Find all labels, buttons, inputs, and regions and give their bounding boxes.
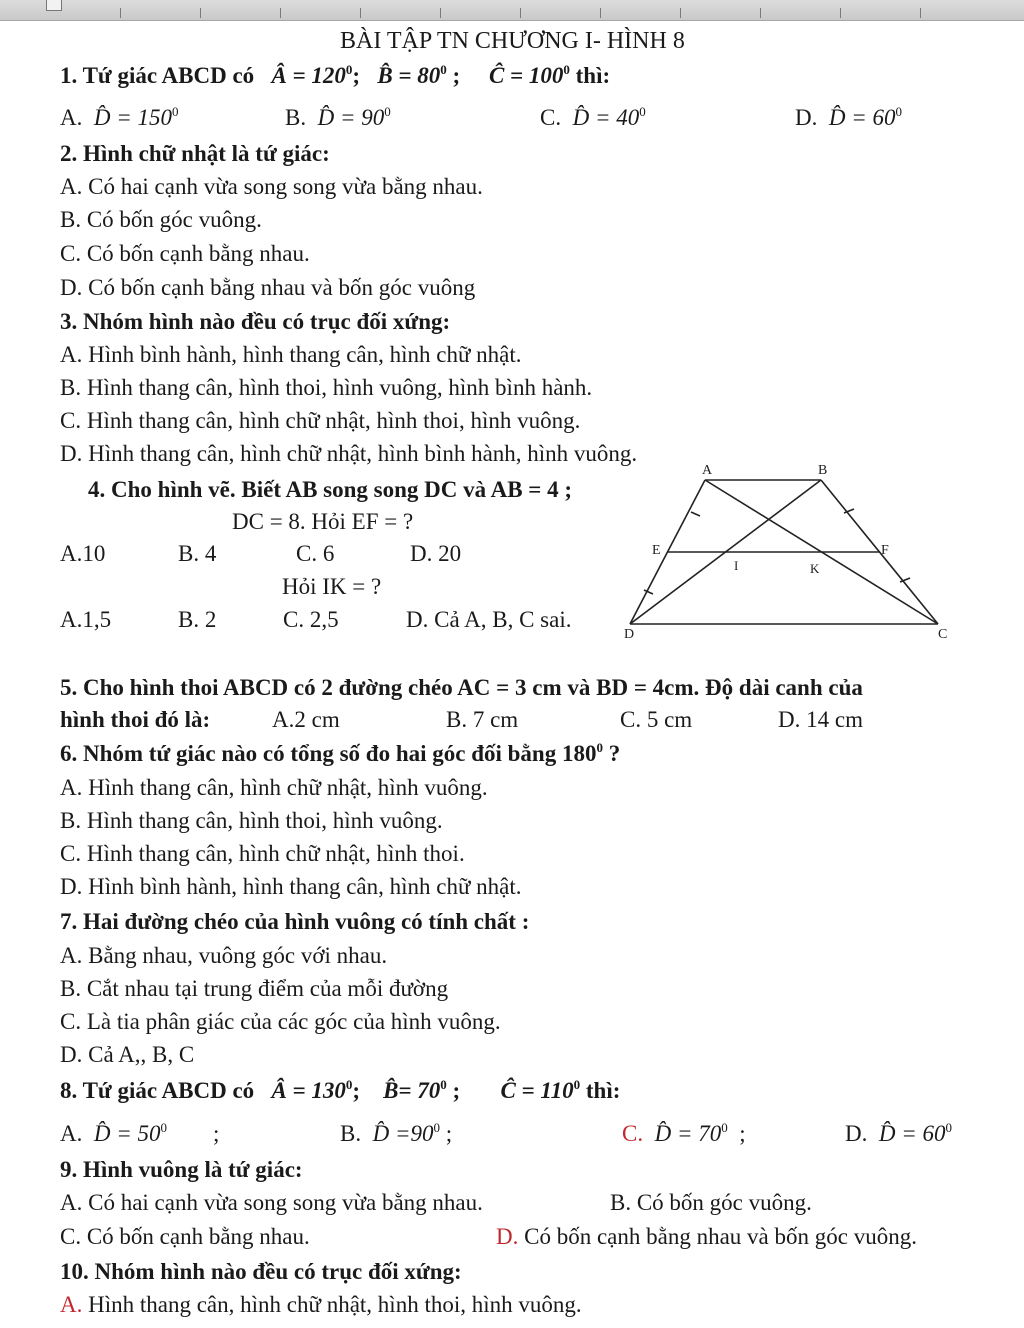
question-6-stem: 6. Nhóm tứ giác nào có tổng số đo hai góc đối bằng $180^0$ ?	[60, 740, 621, 766]
question-2-option-b: B. Có bốn góc vuông.	[60, 207, 262, 232]
ruler-bar	[0, 0, 1024, 21]
question-6-option-b: B. Hình thang cân, hình thoi, hình vuông.	[60, 808, 443, 833]
question-4-option-d2: D. Cả A, B, C sai.	[406, 607, 572, 632]
point-label-k: K	[810, 561, 820, 576]
question-1-option-c: C. D̂ = $40^0$	[540, 104, 646, 130]
question-4-stem-3: Hỏi IK = ?	[282, 574, 382, 599]
question-6-option-a: A. Hình thang cân, hình chữ nhật, hình vuông.	[60, 775, 488, 800]
question-5-option-b: B. 7 cm	[446, 707, 519, 732]
question-8-option-d: D. D̂ = $60^0$	[845, 1120, 953, 1146]
question-9-option-b: B. Có bốn góc vuông.	[610, 1190, 812, 1215]
question-3-option-d: D. Hình thang cân, hình chữ nhật, hình bình hành, hình vuông.	[60, 441, 638, 466]
question-8-option-b: B. D̂ $=90^0$ ;	[340, 1120, 453, 1146]
question-2-option-a: A. Có hai cạnh vừa song song vừa bằng nhau.	[60, 174, 483, 199]
question-4-option-c1: C. 6	[296, 541, 335, 566]
vertex-label-a: A	[702, 463, 713, 478]
question-1-option-b: B. D̂ = $90^0$	[285, 104, 391, 130]
question-5-stem-2: hình thoi đó là:	[60, 707, 211, 732]
point-label-e: E	[652, 543, 661, 558]
question-7-option-b: B. Cắt nhau tại trung điểm của mỗi đường	[60, 976, 449, 1001]
question-7-stem: 7. Hai đường chéo của hình vuông có tính chất :	[60, 909, 530, 934]
question-4-option-c2: C. 2,5	[283, 607, 339, 632]
answer-letter-d: D.	[496, 1224, 519, 1249]
question-9-option-c: C. Có bốn cạnh bằng nhau.	[60, 1224, 310, 1249]
question-3-option-c: C. Hình thang cân, hình chữ nhật, hình thoi, hình vuông.	[60, 408, 581, 433]
question-10-option-a: A. Hình thang cân, hình chữ nhật, hình thoi, hình vuông.	[60, 1292, 582, 1317]
question-4-stem: 4. Cho hình vẽ. Biết AB song song DC và AB = 4 ;	[88, 477, 573, 502]
question-7-option-d: D. Cả A,, B, C	[60, 1042, 195, 1067]
vertex-label-b: B	[818, 463, 828, 478]
vertex-label-d: D	[624, 627, 635, 640]
question-7-option-c: C. Là tia phân giác của các góc của hình vuông.	[60, 1009, 501, 1034]
question-3-stem: 3. Nhóm hình nào đều có trục đối xứng:	[60, 309, 451, 334]
question-4-option-b2: B. 2	[178, 607, 217, 632]
question-4-option-a1: A.10	[60, 541, 106, 566]
point-label-i: I	[734, 558, 739, 573]
page-title: BÀI TẬP TN CHƯƠNG I- HÌNH 8	[340, 28, 685, 54]
question-8-stem: 8. Tứ giác ABCD có Â = $130^0$; B̂= $70^0$ ; Ĉ = $110^0$ thì:	[60, 1077, 621, 1103]
point-label-f: F	[881, 543, 889, 558]
question-6-option-d: D. Hình bình hành, hình thang cân, hình chữ nhật.	[60, 874, 522, 899]
question-2-option-d: D. Có bốn cạnh bằng nhau và bốn góc vuông	[60, 275, 476, 300]
trapezoid-figure	[608, 460, 968, 640]
question-2-option-c: C. Có bốn cạnh bằng nhau.	[60, 241, 310, 266]
question-8-option-c: C. D̂ = $70^0$ ;	[622, 1120, 746, 1146]
question-2-stem: 2. Hình chữ nhật là tứ giác:	[60, 141, 330, 166]
question-1-option-d: D. D̂ = $60^0$	[795, 104, 903, 130]
vertex-label-c: C	[938, 627, 948, 640]
question-9-stem: 9. Hình vuông là tứ giác:	[60, 1157, 303, 1182]
question-5-stem: 5. Cho hình thoi ABCD có 2 đường chéo AC = 3 cm và BD = 4cm. Độ dài canh của	[60, 675, 863, 700]
question-4-option-a2: A.1,5	[60, 607, 112, 632]
question-6-option-c: C. Hình thang cân, hình chữ nhật, hình thoi.	[60, 841, 465, 866]
question-3-option-b: B. Hình thang cân, hình thoi, hình vuông, hình bình hành.	[60, 375, 593, 400]
answer-letter-a: A.	[60, 1292, 83, 1317]
question-1-option-a: A. D̂ = $150^0$	[60, 104, 179, 130]
question-9-option-a: A. Có hai cạnh vừa song song vừa bằng nhau.	[60, 1190, 483, 1215]
question-1-stem: 1. Tứ giác ABCD có Â = $120^0$; B̂ = $80^0$ ; Ĉ = $100^0$ thì:	[60, 62, 611, 88]
question-5-option-a: A.2 cm	[272, 707, 340, 732]
question-5-option-d: D. 14 cm	[778, 707, 863, 732]
question-5-option-c: C. 5 cm	[620, 707, 693, 732]
question-4-option-b1: B. 4	[178, 541, 217, 566]
question-8-option-a: A. D̂ = $50^0$ ;	[60, 1120, 220, 1146]
question-9-option-d: D. Có bốn cạnh bằng nhau và bốn góc vuông.	[496, 1224, 917, 1249]
question-7-option-a: A. Bằng nhau, vuông góc với nhau.	[60, 943, 388, 968]
question-3-option-a: A. Hình bình hành, hình thang cân, hình chữ nhật.	[60, 342, 522, 367]
question-4-option-d1: D. 20	[410, 541, 462, 566]
ruler-indent-marker[interactable]	[46, 0, 62, 11]
question-10-stem: 10. Nhóm hình nào đều có trục đối xứng:	[60, 1259, 462, 1284]
question-4-stem-2: DC = 8. Hỏi EF = ?	[232, 509, 414, 534]
